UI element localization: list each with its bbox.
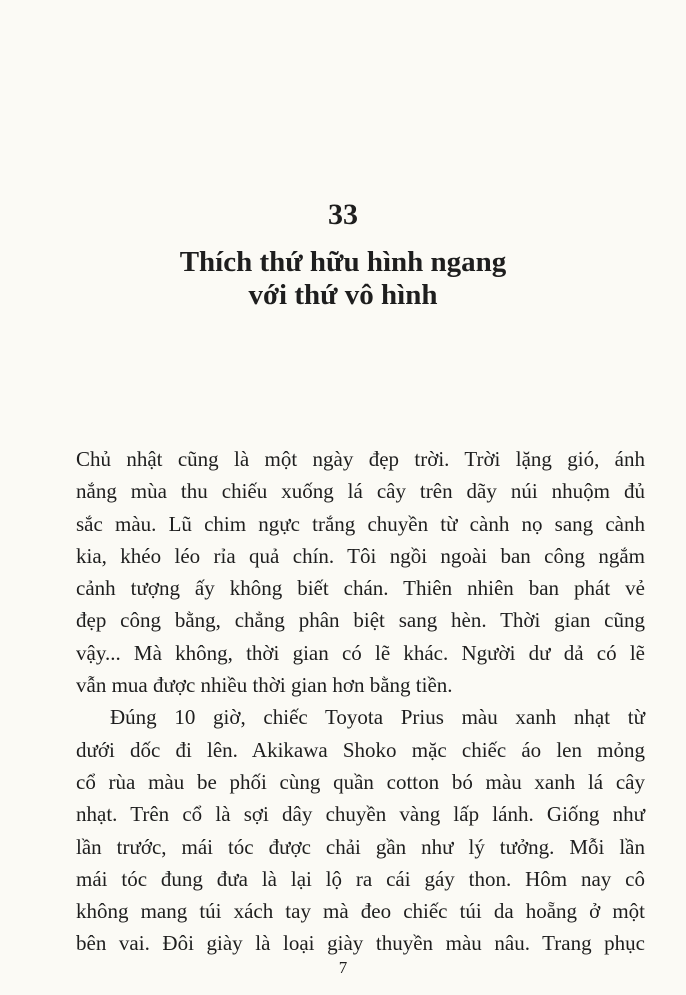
text-line: Đúng 10 giờ, chiếc Toyota Prius màu xanh nhạt từ <box>110 705 645 730</box>
text-line: nắng mùa thu chiếu xuống lá cây trên dãy núi nhuộm đủ <box>76 479 645 504</box>
page-number: 7 <box>338 958 348 977</box>
text-line: không mang túi xách tay mà đeo chiếc túi da hoẵng ở một <box>76 899 645 924</box>
text-line: sắc màu. Lũ chim ngực trắng chuyền từ cành nọ sang cành <box>76 511 645 536</box>
text-line: vẫn mua được nhiều thời gian hơn bằng tiền. <box>76 673 453 698</box>
chapter-number: 33 <box>328 198 358 231</box>
text-line: đẹp công bằng, chẳng phân biệt sang hèn. Thời gian cũng <box>76 608 645 633</box>
text-line: kia, khéo léo rỉa quả chín. Tôi ngồi ngoài ban công ngắm <box>76 543 645 568</box>
text-line: dưới dốc đi lên. Akikawa Shoko mặc chiếc áo len mỏng <box>76 737 645 762</box>
text-line: cảnh tượng ấy không biết chán. Thiên nhiên ban phát vẻ <box>76 576 645 601</box>
chapter-title-line: với thứ vô hình <box>248 279 438 311</box>
text-line: nhạt. Trên cổ là sợi dây chuyền vàng lấp lánh. Giống như <box>76 802 645 827</box>
chapter-title-line: Thích thứ hữu hình ngang <box>179 246 507 278</box>
text-line: vậy... Mà không, thời gian có lẽ khác. Người dư dả có lẽ <box>76 640 645 665</box>
text-line: Chủ nhật cũng là một ngày đẹp trời. Trời lặng gió, ánh <box>76 447 645 471</box>
body-text <box>76 443 645 960</box>
text-line: mái tóc đung đưa là lại lộ ra cái gáy thon. Hôm nay cô <box>76 866 645 891</box>
text-line: cổ rùa màu be phối cùng quần cotton bó màu xanh lá cây <box>76 769 645 794</box>
text-line: bên vai. Đôi giày là loại giày thuyền màu nâu. Trang phục <box>76 931 645 956</box>
chapter-title <box>0 246 686 312</box>
text-line: lần trước, mái tóc được chải gần như lý tưởng. Mỗi lần <box>76 834 645 859</box>
